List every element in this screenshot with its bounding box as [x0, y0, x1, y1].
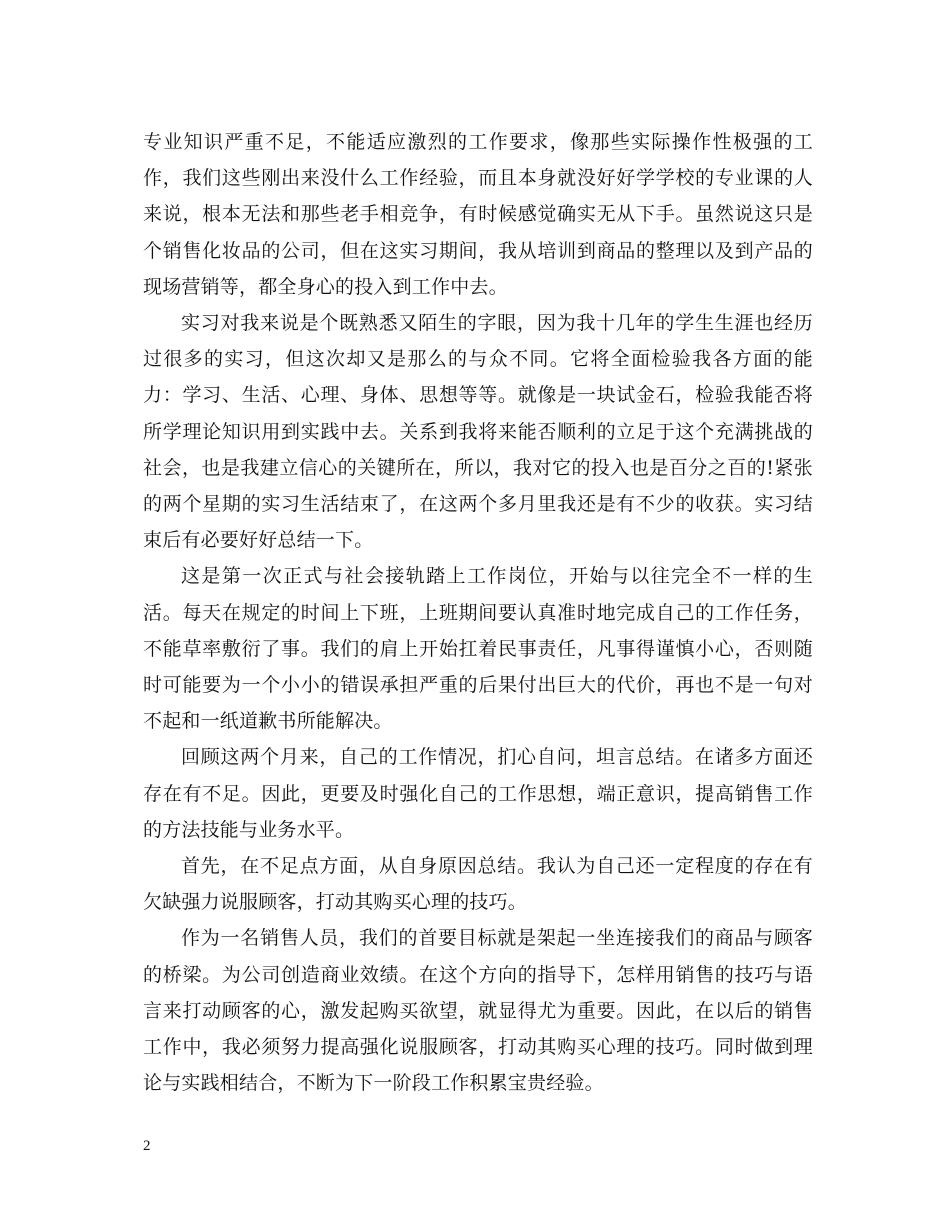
paragraph-4: 回顾这两个月来，自己的工作情况，扪心自问，坦言总结。在诸多方面还存在有不足。因此，更要及时强化自己的工作思想，端正意识，提高销售工作的方法技能与业务水平。: [143, 746, 813, 841]
page-number: 2: [143, 1138, 151, 1154]
paragraph-5: 首先，在不足点方面，从自身原因总结。我认为自己还一定程度的存在有欠缺强力说服顾客，打动其购买心理的技巧。: [143, 855, 813, 914]
document-body: [143, 124, 813, 1101]
paragraph-6: 作为一名销售人员，我们的首要目标就是架起一坐连接我们的商品与顾客的桥梁。为公司创造商业效绩。在这个方向的指导下，怎样用销售的技巧与语言来打动顾客的心，激发起购买欲望，就显得尤为重要。因此，在以后的销售工作中，我必须努力提高强化说服顾客，打动其购买心理的技巧。同时做到理论与实践相结合，不断为下一阶段工作积累宝贵经验。: [143, 927, 813, 1095]
paragraph-3: 这是第一次正式与社会接轨踏上工作岗位，开始与以往完全不一样的生活。每天在规定的时间上下班，上班期间要认真准时地完成自己的工作任务，不能草率敷衍了事。我们的肩上开始扛着民事责任，凡事得谨慎小心，否则随时可能要为一个小小的错误承担严重的后果付出巨大的代价，再也不是一句对不起和一纸道歉书所能解决。: [143, 565, 813, 733]
paragraph-2: 实习对我来说是个既熟悉又陌生的字眼，因为我十几年的学生生涯也经历过很多的实习，但这次却又是那么的与众不同。它将全面检验我各方面的能力：学习、生活、心理、身体、思想等等。就像是一块试金石，检验我能否将所学理论知识用到实践中去。关系到我将来能否顺利的立足于这个充满挑战的社会，也是我建立信心的关键所在，所以，我对它的投入也是百分之百的!紧张的两个星期的实习生活结束了，在这两个多月里我还是有不少的收获。实习结束后有必要好好总结一下。: [143, 312, 813, 552]
paragraph-1: 专业知识严重不足，不能适应激烈的工作要求，像那些实际操作性极强的工作，我们这些刚出来没什么工作经验，而且本身就没好好学学校的专业课的人来说，根本无法和那些老手相竞争，有时候感觉确实无从下手。虽然说这只是个销售化妆品的公司，但在这实习期间，我从培训到商品的整理以及到产品的现场营销等，都全身心的投入到工作中去。: [143, 131, 813, 298]
